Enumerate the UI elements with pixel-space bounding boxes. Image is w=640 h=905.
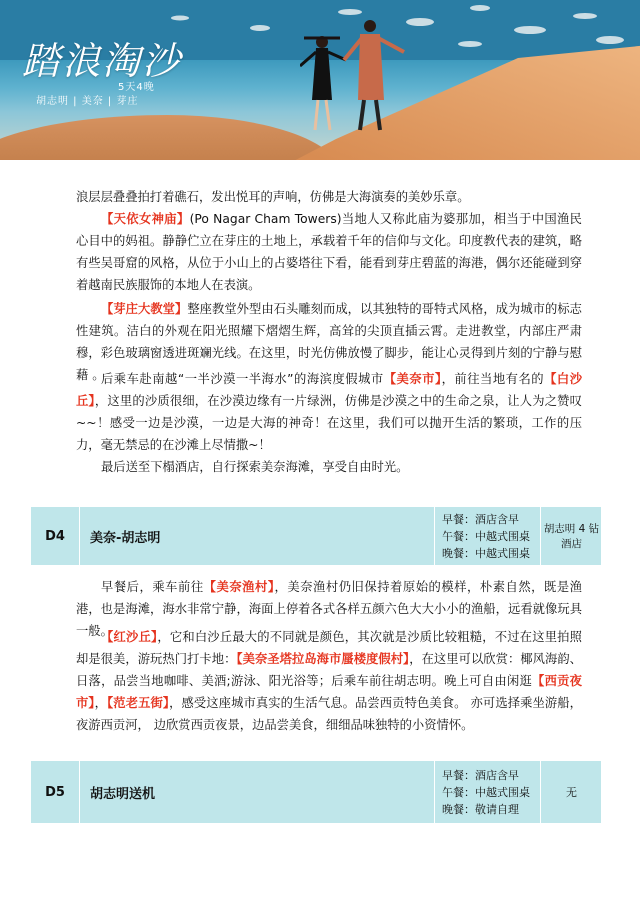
paragraph-text: 整座教堂外型由石头雕刻而成，以其独特的哥特式风格，成为城市的标志性建筑。洁白的外观在阳光照耀下熠熠生辉，高耸的尖顶直插云霄。走进教堂，内部庄严肃穆，彩色玻璃窗透进斑斓光线。在这里，时光仿佛放慢了脚步，能让心灵得到片刻的宁静与慰藉 。 (76, 302, 582, 382)
day-hotel: 无 (566, 786, 577, 799)
meal-breakfast: 早餐：酒店含早 (442, 512, 519, 526)
paragraph-muine (76, 368, 582, 456)
day-row-d5 (30, 760, 602, 824)
header-banner (0, 0, 640, 160)
highlight-fishing-village: 【美奈渔村】 (203, 580, 275, 594)
paragraph-text: ，感受这座城市真实的生活气息。品尝西贡特色美食。 亦可选择乘坐游船，夜游西贡河， 边欣赏西贡夜景，边品尝美食，细细品味独特的小资情怀。 (76, 696, 582, 732)
paragraph-text: ，美奈渔村仍旧保持着原始的模样，朴素自然，既是渔港，也是海滩，海水非常宁静，海面上停着各式各样五颜六色大大小小的渔船，远看就像玩具一般。 (76, 580, 582, 638)
paragraph-text: 浪层层叠叠拍打着礁石，发出悦耳的声响，仿佛是大海演奏的美妙乐章。 (76, 190, 470, 204)
paragraph-text: ，前往当地有名的 (441, 372, 545, 386)
paragraph-text: 最后送至下榻酒店，自行探索美奈海滩，享受自由时光。 (101, 460, 409, 474)
meal-dinner: 晚餐：敬请自理 (442, 802, 519, 816)
paragraph-text: ，它和白沙丘最大的不同就是颜色，其次就是沙质比较粗糙，不过在这里拍照却是很美，游玩热门打卡地： (76, 630, 582, 666)
day-route: 美奈-胡志明 (80, 507, 435, 565)
paragraph-red-dune (76, 626, 582, 736)
day-meals (436, 507, 541, 565)
meal-lunch: 午餐：中越式围桌 (442, 785, 530, 799)
day-code: D5 (31, 761, 80, 823)
dune-left (0, 115, 340, 160)
paragraph-text: 早餐后，乘车前往 (101, 580, 204, 594)
paragraph-hotel (76, 456, 582, 478)
day-row-d4 (30, 506, 602, 566)
highlight-muine: 【美奈市】 (383, 372, 442, 386)
banner-subtitle: 5天4晚 (118, 82, 155, 93)
highlight-pham-ngu-lao: 【范老五街】 (107, 696, 170, 710)
highlight-temple: 【天依女神庙】 (101, 212, 190, 226)
highlight-cathedral: 【芽庄大教堂】 (101, 302, 188, 316)
banner-tagline: 胡志明 | 美奈 | 芽庄 (36, 96, 139, 107)
banner-title: 踏浪淘沙 (22, 39, 183, 83)
paragraph-text: 后乘车赴南越“一半沙漠一半海水”的海滨度假城市 (101, 372, 384, 386)
day-meals (436, 761, 541, 823)
highlight-white-dune: 【白沙丘】 (76, 372, 582, 408)
highlight-night-market: 【西贡夜市】 (76, 674, 582, 710)
day-hotel: 胡志明 4 钻酒店 (543, 523, 600, 550)
highlight-red-dune: 【红沙丘】 (101, 630, 158, 644)
paragraph-waves (76, 186, 582, 208)
day-code: D4 (31, 507, 80, 565)
paragraph-text: ，这里的沙质很细，在沙漠边缘有一片绿洲，仿佛是沙漠之中的生命之泉，让人为之赞叹~~！感受一边是沙漠，一边是大海的神奇！在这里，我们可以抛开生活的繁琐，工作的压力，毫无禁忌的在沙滩上尽情撒~！ (76, 394, 582, 452)
day-route: 胡志明送机 (80, 761, 435, 823)
highlight-resort: 【美奈圣塔拉岛海市蜃楼度假村】 (236, 652, 410, 666)
paragraph-text: ，在这里可以欣赏：椰风海韵、日落，品尝当地咖啡、美酒;游泳、阳光浴等；后乘车前往胡志明。晚上可自由闲逛 (76, 652, 582, 688)
couple-illustration (300, 8, 410, 138)
meal-breakfast: 早餐：酒店含早 (442, 768, 519, 782)
paragraph-text: (Po Nagar Cham Towers)当地人又称此庙为婆那加，相当于中国渔民心目中的妈祖。静静伫立在芽庄的土地上，承载着千年的信仰与文化。印度教代表的建筑，略有些吴哥窟的风格，从位于小山上的占婆塔往下看，能看到芽庄碧蓝的海港，偶尔还能碰到穿着越南民族服饰的本地人在表演。 (76, 212, 582, 292)
paragraph-temple (76, 208, 582, 296)
paragraph-text: ， (94, 696, 108, 710)
meal-dinner: 晚餐：中越式围桌 (442, 546, 530, 560)
meal-lunch: 午餐：中越式围桌 (442, 529, 530, 543)
